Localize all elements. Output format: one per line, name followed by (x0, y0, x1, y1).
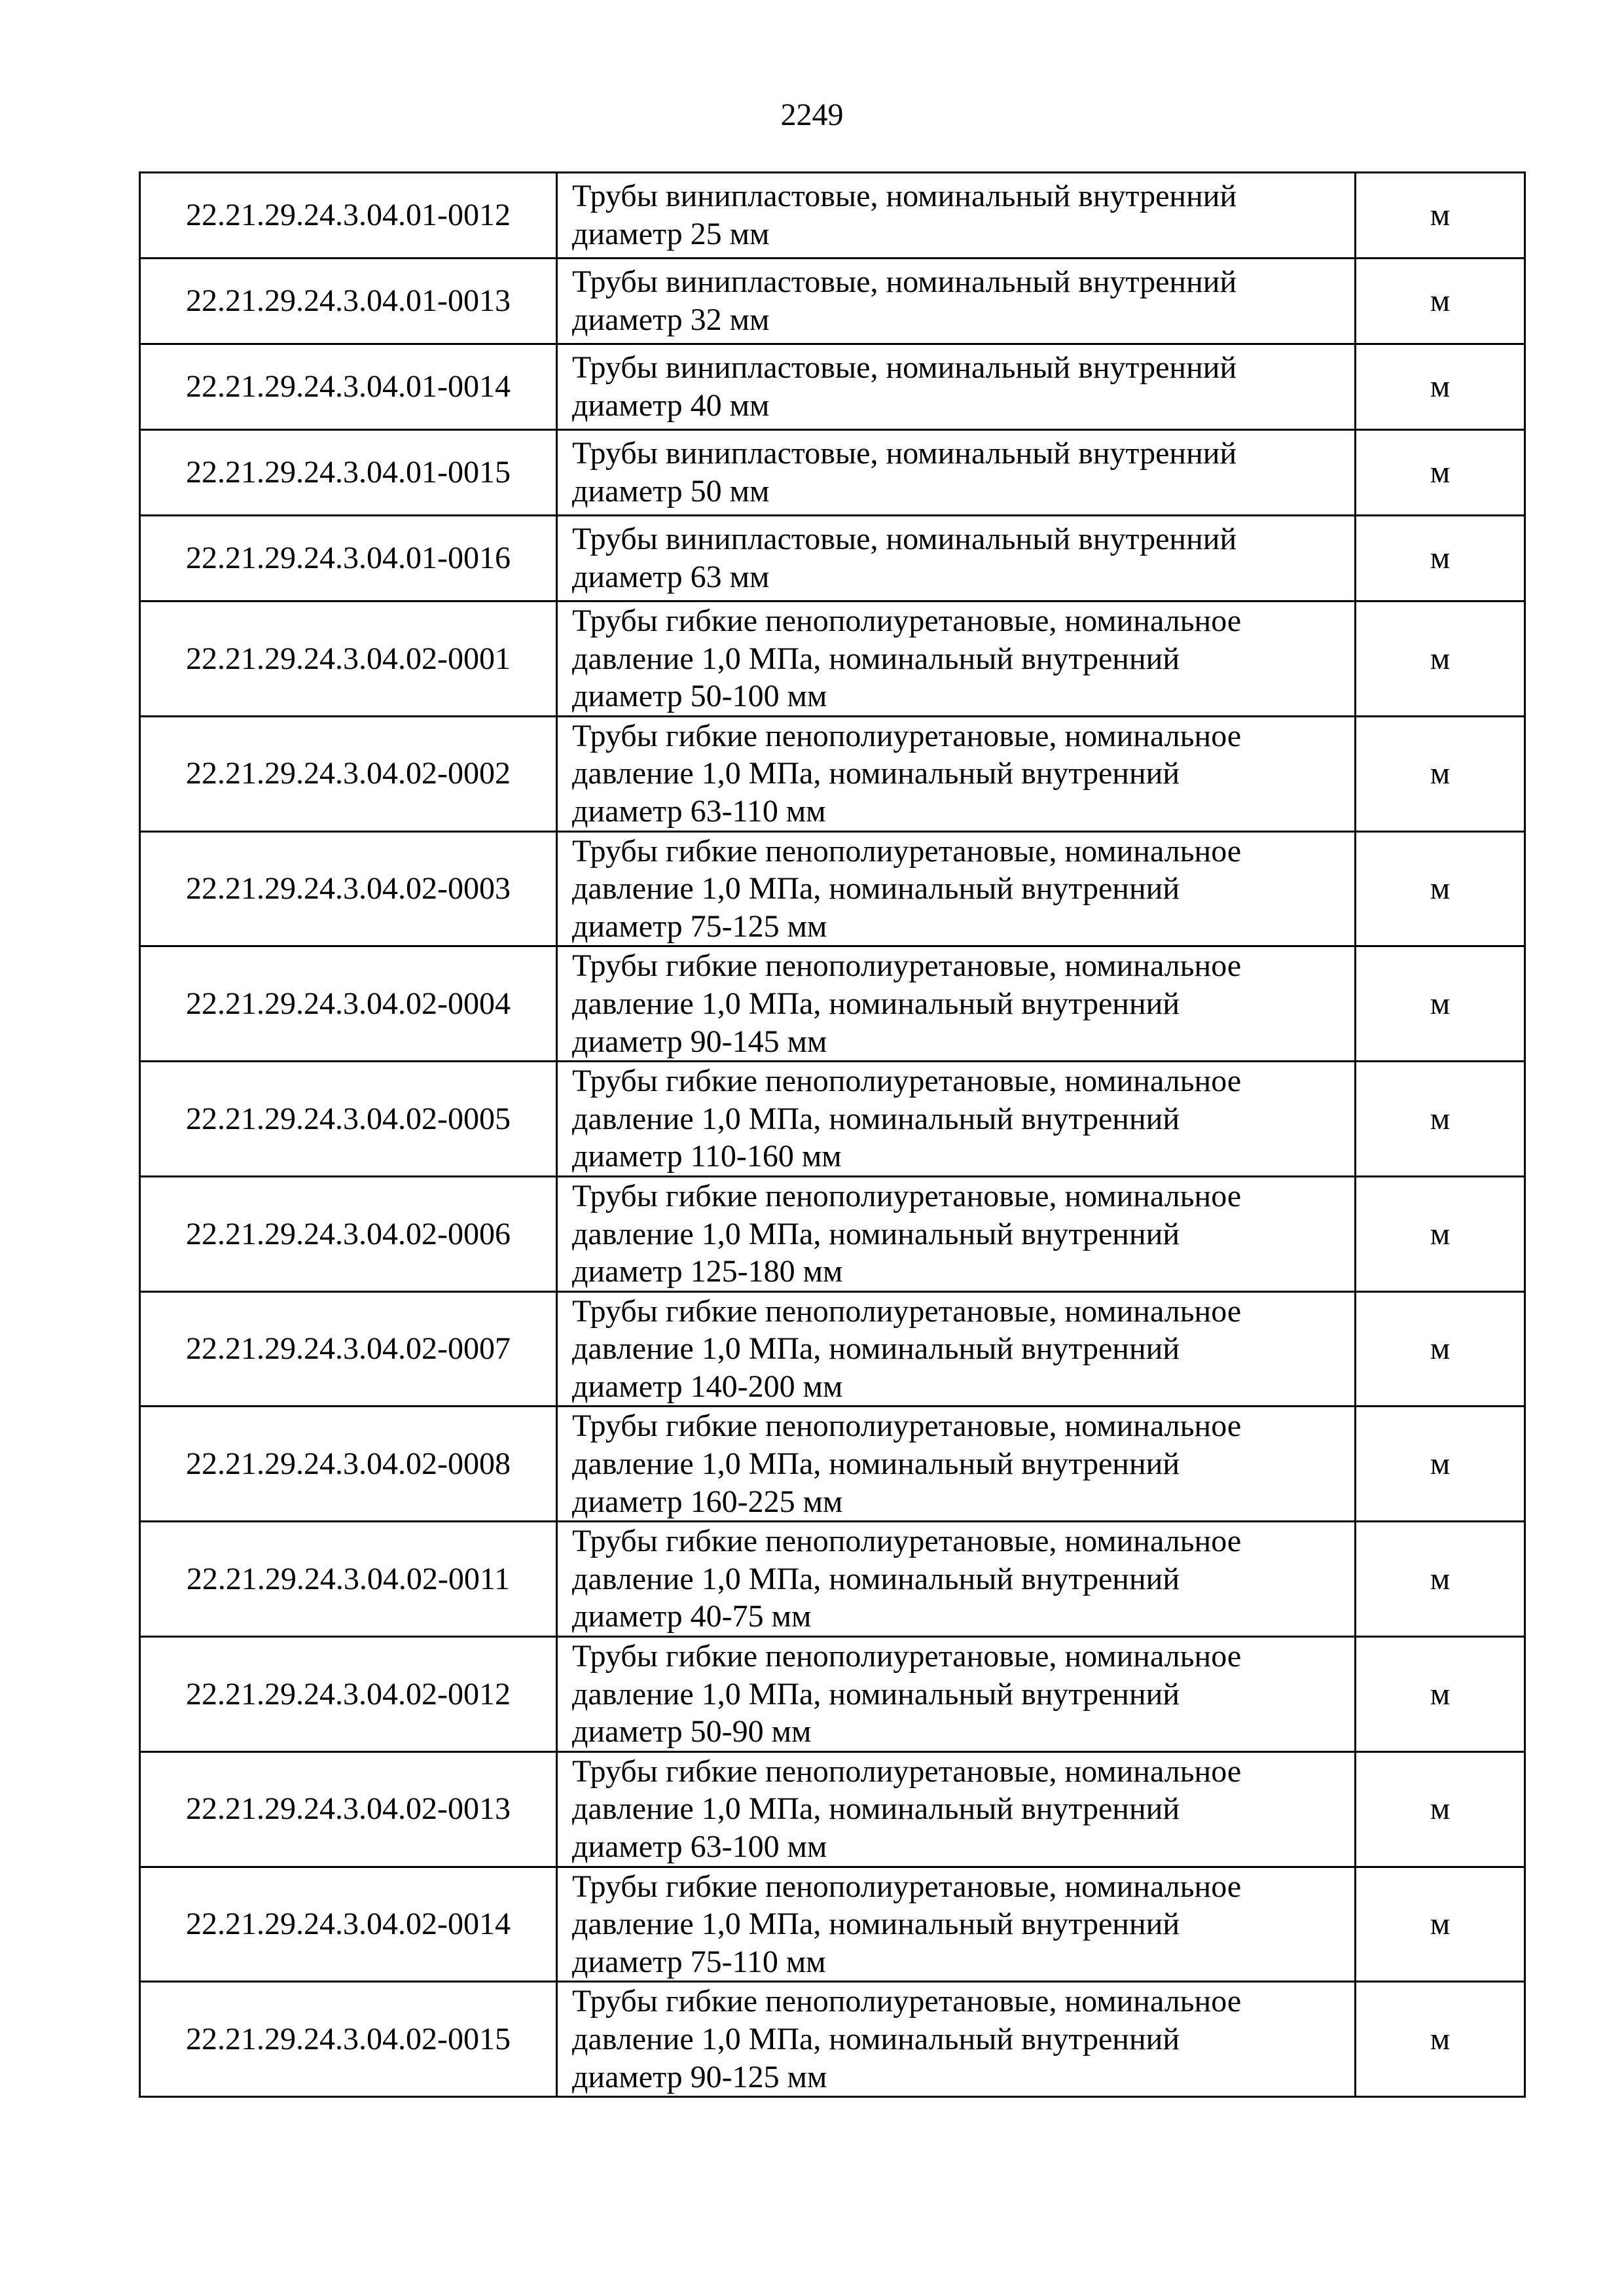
table-row (140, 601, 1525, 717)
description-line: давление 1,0 МПа, номинальный внутренний (572, 1216, 1180, 1251)
resource-code-cell: 22.21.29.24.3.04.02-0015 (140, 1982, 557, 2097)
resource-description-cell (557, 1867, 1356, 1982)
description-line: диаметр 40 мм (572, 388, 770, 423)
table-row (140, 344, 1525, 430)
resource-code-cell: 22.21.29.24.3.04.02-0001 (140, 601, 557, 717)
resource-description-cell (557, 173, 1356, 259)
resource-code-cell: 22.21.29.24.3.04.02-0007 (140, 1291, 557, 1407)
description-line: давление 1,0 МПа, номинальный внутренний (572, 756, 1180, 791)
description-line: давление 1,0 МПа, номинальный внутренний (572, 871, 1180, 906)
resource-code-cell: 22.21.29.24.3.04.01-0013 (140, 259, 557, 344)
description-line: Трубы гибкие пенополиуретановые, номинальное (572, 1639, 1242, 1674)
table-row (140, 173, 1525, 259)
description-line: Трубы винипластовые, номинальный внутренний (572, 436, 1237, 471)
description-line: давление 1,0 МПа, номинальный внутренний (572, 1331, 1180, 1367)
description-line: Трубы гибкие пенополиуретановые, номинальное (572, 948, 1242, 984)
description-line: Трубы винипластовые, номинальный внутренний (572, 264, 1237, 300)
description-line: диаметр 140-200 мм (572, 1369, 843, 1404)
description-line: диаметр 63-100 мм (572, 1829, 827, 1864)
resource-description-cell (557, 831, 1356, 946)
resource-description-cell (557, 1407, 1356, 1522)
table-row (140, 1062, 1525, 1177)
description-line: давление 1,0 МПа, номинальный внутренний (572, 1791, 1180, 1827)
resource-code-cell: 22.21.29.24.3.04.02-0011 (140, 1522, 557, 1637)
table-row (140, 259, 1525, 344)
resource-code-cell: 22.21.29.24.3.04.02-0003 (140, 831, 557, 946)
resource-code-cell: 22.21.29.24.3.04.01-0015 (140, 430, 557, 516)
unit-cell: м (1356, 601, 1525, 717)
description-line: диаметр 40-75 мм (572, 1599, 812, 1634)
description-line: Трубы винипластовые, номинальный внутренний (572, 522, 1237, 557)
resource-code-cell: 22.21.29.24.3.04.02-0006 (140, 1176, 557, 1291)
resource-description-cell (557, 344, 1356, 430)
description-line: диаметр 75-125 мм (572, 908, 827, 944)
description-line: Трубы гибкие пенополиуретановые, номинальное (572, 1178, 1242, 1213)
unit-cell: м (1356, 344, 1525, 430)
description-line: диаметр 110-160 мм (572, 1139, 842, 1174)
resource-description-cell (557, 1176, 1356, 1291)
resource-table (139, 171, 1526, 2098)
unit-cell: м (1356, 1062, 1525, 1177)
table-row (140, 430, 1525, 516)
unit-cell: м (1356, 1522, 1525, 1637)
resource-code-cell: 22.21.29.24.3.04.02-0013 (140, 1751, 557, 1867)
unit-cell: м (1356, 1407, 1525, 1522)
description-line: давление 1,0 МПа, номинальный внутренний (572, 986, 1180, 1021)
unit-cell: м (1356, 1982, 1525, 2097)
description-line: Трубы гибкие пенополиуретановые, номинальное (572, 718, 1242, 753)
description-line: диаметр 32 мм (572, 302, 770, 337)
unit-cell: м (1356, 946, 1525, 1062)
description-line: Трубы гибкие пенополиуретановые, номинальное (572, 1869, 1242, 1904)
resource-code-cell: 22.21.29.24.3.04.02-0005 (140, 1062, 557, 1177)
resource-code-cell: 22.21.29.24.3.04.02-0014 (140, 1867, 557, 1982)
resource-description-cell (557, 1062, 1356, 1177)
description-line: диаметр 90-145 мм (572, 1024, 827, 1059)
resource-code-cell: 22.21.29.24.3.04.01-0014 (140, 344, 557, 430)
table-row (140, 1982, 1525, 2097)
resource-description-cell (557, 1751, 1356, 1867)
unit-cell: м (1356, 430, 1525, 516)
description-line: Трубы винипластовые, номинальный внутренний (572, 179, 1237, 214)
description-line: Трубы гибкие пенополиуретановые, номинальное (572, 1064, 1242, 1099)
description-line: диаметр 75-110 мм (572, 1944, 826, 1979)
unit-cell: м (1356, 1867, 1525, 1982)
description-line: Трубы гибкие пенополиуретановые, номинальное (572, 1408, 1242, 1444)
description-line: давление 1,0 МПа, номинальный внутренний (572, 2021, 1180, 2056)
unit-cell: м (1356, 1637, 1525, 1752)
resource-description-cell (557, 1522, 1356, 1637)
description-line: диаметр 50-100 мм (572, 679, 827, 714)
resource-description-cell (557, 946, 1356, 1062)
page-number: 2249 (780, 98, 844, 132)
table-row (140, 1291, 1525, 1407)
table-row (140, 1176, 1525, 1291)
table-row (140, 1522, 1525, 1637)
description-line: давление 1,0 МПа, номинальный внутренний (572, 1561, 1180, 1596)
unit-cell: м (1356, 1751, 1525, 1867)
description-line: диаметр 160-225 мм (572, 1484, 843, 1519)
unit-cell: м (1356, 716, 1525, 831)
resource-description-cell (557, 1637, 1356, 1752)
table-row (140, 946, 1525, 1062)
resource-description-cell (557, 1982, 1356, 2097)
table-row (140, 1407, 1525, 1522)
resource-code-cell: 22.21.29.24.3.04.02-0008 (140, 1407, 557, 1522)
description-line: диаметр 63-110 мм (572, 793, 826, 829)
description-line: давление 1,0 МПа, номинальный внутренний (572, 1101, 1180, 1136)
description-line: давление 1,0 МПа, номинальный внутренний (572, 1907, 1180, 1942)
table-row (140, 716, 1525, 831)
resource-description-cell (557, 1291, 1356, 1407)
resource-description-cell (557, 516, 1356, 601)
resource-description-cell (557, 259, 1356, 344)
unit-cell: м (1356, 1176, 1525, 1291)
description-line: диаметр 50 мм (572, 474, 770, 509)
resource-code-cell: 22.21.29.24.3.04.02-0004 (140, 946, 557, 1062)
resource-code-cell: 22.21.29.24.3.04.01-0012 (140, 173, 557, 259)
description-line: диаметр 125-180 мм (572, 1254, 843, 1289)
description-line: диаметр 90-125 мм (572, 2059, 827, 2094)
description-line: диаметр 63 мм (572, 560, 770, 594)
table-row (140, 1751, 1525, 1867)
description-line: Трубы винипластовые, номинальный внутренний (572, 350, 1237, 386)
table-body (140, 173, 1525, 2097)
description-line: Трубы гибкие пенополиуретановые, номинальное (572, 1293, 1242, 1329)
table-row (140, 516, 1525, 601)
table-row (140, 1637, 1525, 1752)
unit-cell: м (1356, 173, 1525, 259)
unit-cell: м (1356, 1291, 1525, 1407)
resource-description-cell (557, 430, 1356, 516)
description-line: Трубы гибкие пенополиуретановые, номинальное (572, 1524, 1242, 1559)
table-row (140, 1867, 1525, 1982)
description-line: диаметр 50-90 мм (572, 1714, 812, 1749)
description-line: Трубы гибкие пенополиуретановые, номинальное (572, 1753, 1242, 1789)
resource-code-cell: 22.21.29.24.3.04.01-0016 (140, 516, 557, 601)
resource-description-cell (557, 601, 1356, 717)
table-row (140, 831, 1525, 946)
description-line: Трубы гибкие пенополиуретановые, номинальное (572, 1984, 1242, 2019)
unit-cell: м (1356, 259, 1525, 344)
description-line: давление 1,0 МПа, номинальный внутренний (572, 1446, 1180, 1482)
resource-code-cell: 22.21.29.24.3.04.02-0002 (140, 716, 557, 831)
resource-code-cell: 22.21.29.24.3.04.02-0012 (140, 1637, 557, 1752)
resource-description-cell (557, 716, 1356, 831)
description-line: давление 1,0 МПа, номинальный внутренний (572, 641, 1180, 676)
description-line: давление 1,0 МПа, номинальный внутренний (572, 1676, 1180, 1712)
unit-cell: м (1356, 831, 1525, 946)
description-line: Трубы гибкие пенополиуретановые, номинальное (572, 833, 1242, 869)
description-line: диаметр 25 мм (572, 217, 770, 251)
unit-cell: м (1356, 516, 1525, 601)
description-line: Трубы гибкие пенополиуретановые, номинальное (572, 603, 1242, 638)
